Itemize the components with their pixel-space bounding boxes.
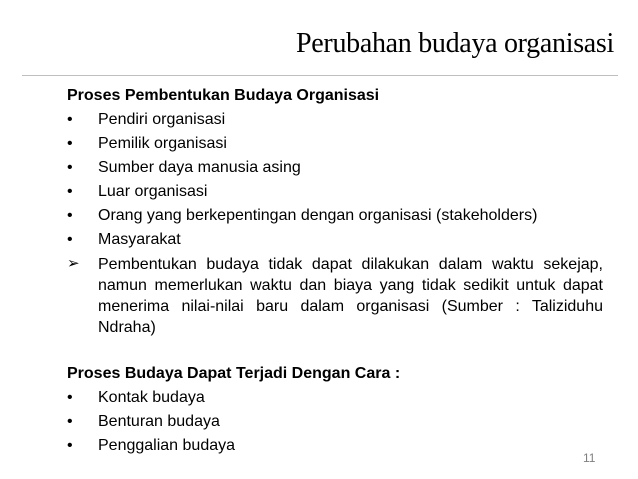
list-item-text: Benturan budaya bbox=[98, 413, 220, 430]
list-item bbox=[67, 108, 603, 132]
arrow-bullet-icon: ➢ bbox=[67, 255, 80, 272]
list-item-text: Luar organisasi bbox=[98, 183, 208, 200]
slide-title: Perubahan budaya organisasi bbox=[296, 28, 614, 59]
bullet-icon: • bbox=[67, 389, 73, 406]
section-heading-formation: Proses Pembentukan Budaya Organisasi bbox=[67, 87, 380, 104]
note-text: Pembentukan budaya tidak dapat dilakukan dalam waktu sekejap, namun memerlukan waktu dan biaya yang tidak sedikit untuk dapat menerima nilai-nilai baru dalam organisasi (Sumber : Taliziduhu Ndraha) bbox=[98, 256, 603, 336]
list-item bbox=[67, 386, 603, 410]
list-item bbox=[67, 180, 603, 204]
page-number: 11 bbox=[583, 451, 596, 465]
list-item-text: Kontak budaya bbox=[98, 389, 205, 406]
section-spacer bbox=[67, 338, 603, 362]
list-item bbox=[67, 410, 603, 434]
list-item bbox=[67, 132, 603, 156]
title-divider bbox=[22, 75, 618, 76]
list-item-text: Pendiri organisasi bbox=[98, 111, 226, 128]
bullet-icon: • bbox=[67, 207, 73, 224]
section-heading-process: Proses Budaya Dapat Terjadi Dengan Cara : bbox=[67, 365, 401, 382]
note-item bbox=[67, 252, 603, 338]
list-item bbox=[67, 156, 603, 180]
bullet-icon: • bbox=[67, 135, 73, 152]
bullet-icon: • bbox=[67, 183, 73, 200]
slide-content bbox=[67, 84, 603, 458]
list-item bbox=[67, 228, 603, 252]
formation-list bbox=[67, 108, 603, 338]
list-item bbox=[67, 204, 603, 228]
bullet-icon: • bbox=[67, 159, 73, 176]
bullet-icon: • bbox=[67, 231, 73, 248]
bullet-icon: • bbox=[67, 413, 73, 430]
list-item-text: Sumber daya manusia asing bbox=[98, 159, 301, 176]
list-item bbox=[67, 434, 603, 458]
list-item-text: Pemilik organisasi bbox=[98, 135, 227, 152]
bullet-icon: • bbox=[67, 437, 73, 454]
process-list bbox=[67, 386, 603, 458]
bullet-icon: • bbox=[67, 111, 73, 128]
list-item-text: Penggalian budaya bbox=[98, 437, 236, 454]
list-item-text: Masyarakat bbox=[98, 231, 181, 248]
list-item-text: Orang yang berkepentingan dengan organisasi (stakeholders) bbox=[98, 207, 538, 224]
